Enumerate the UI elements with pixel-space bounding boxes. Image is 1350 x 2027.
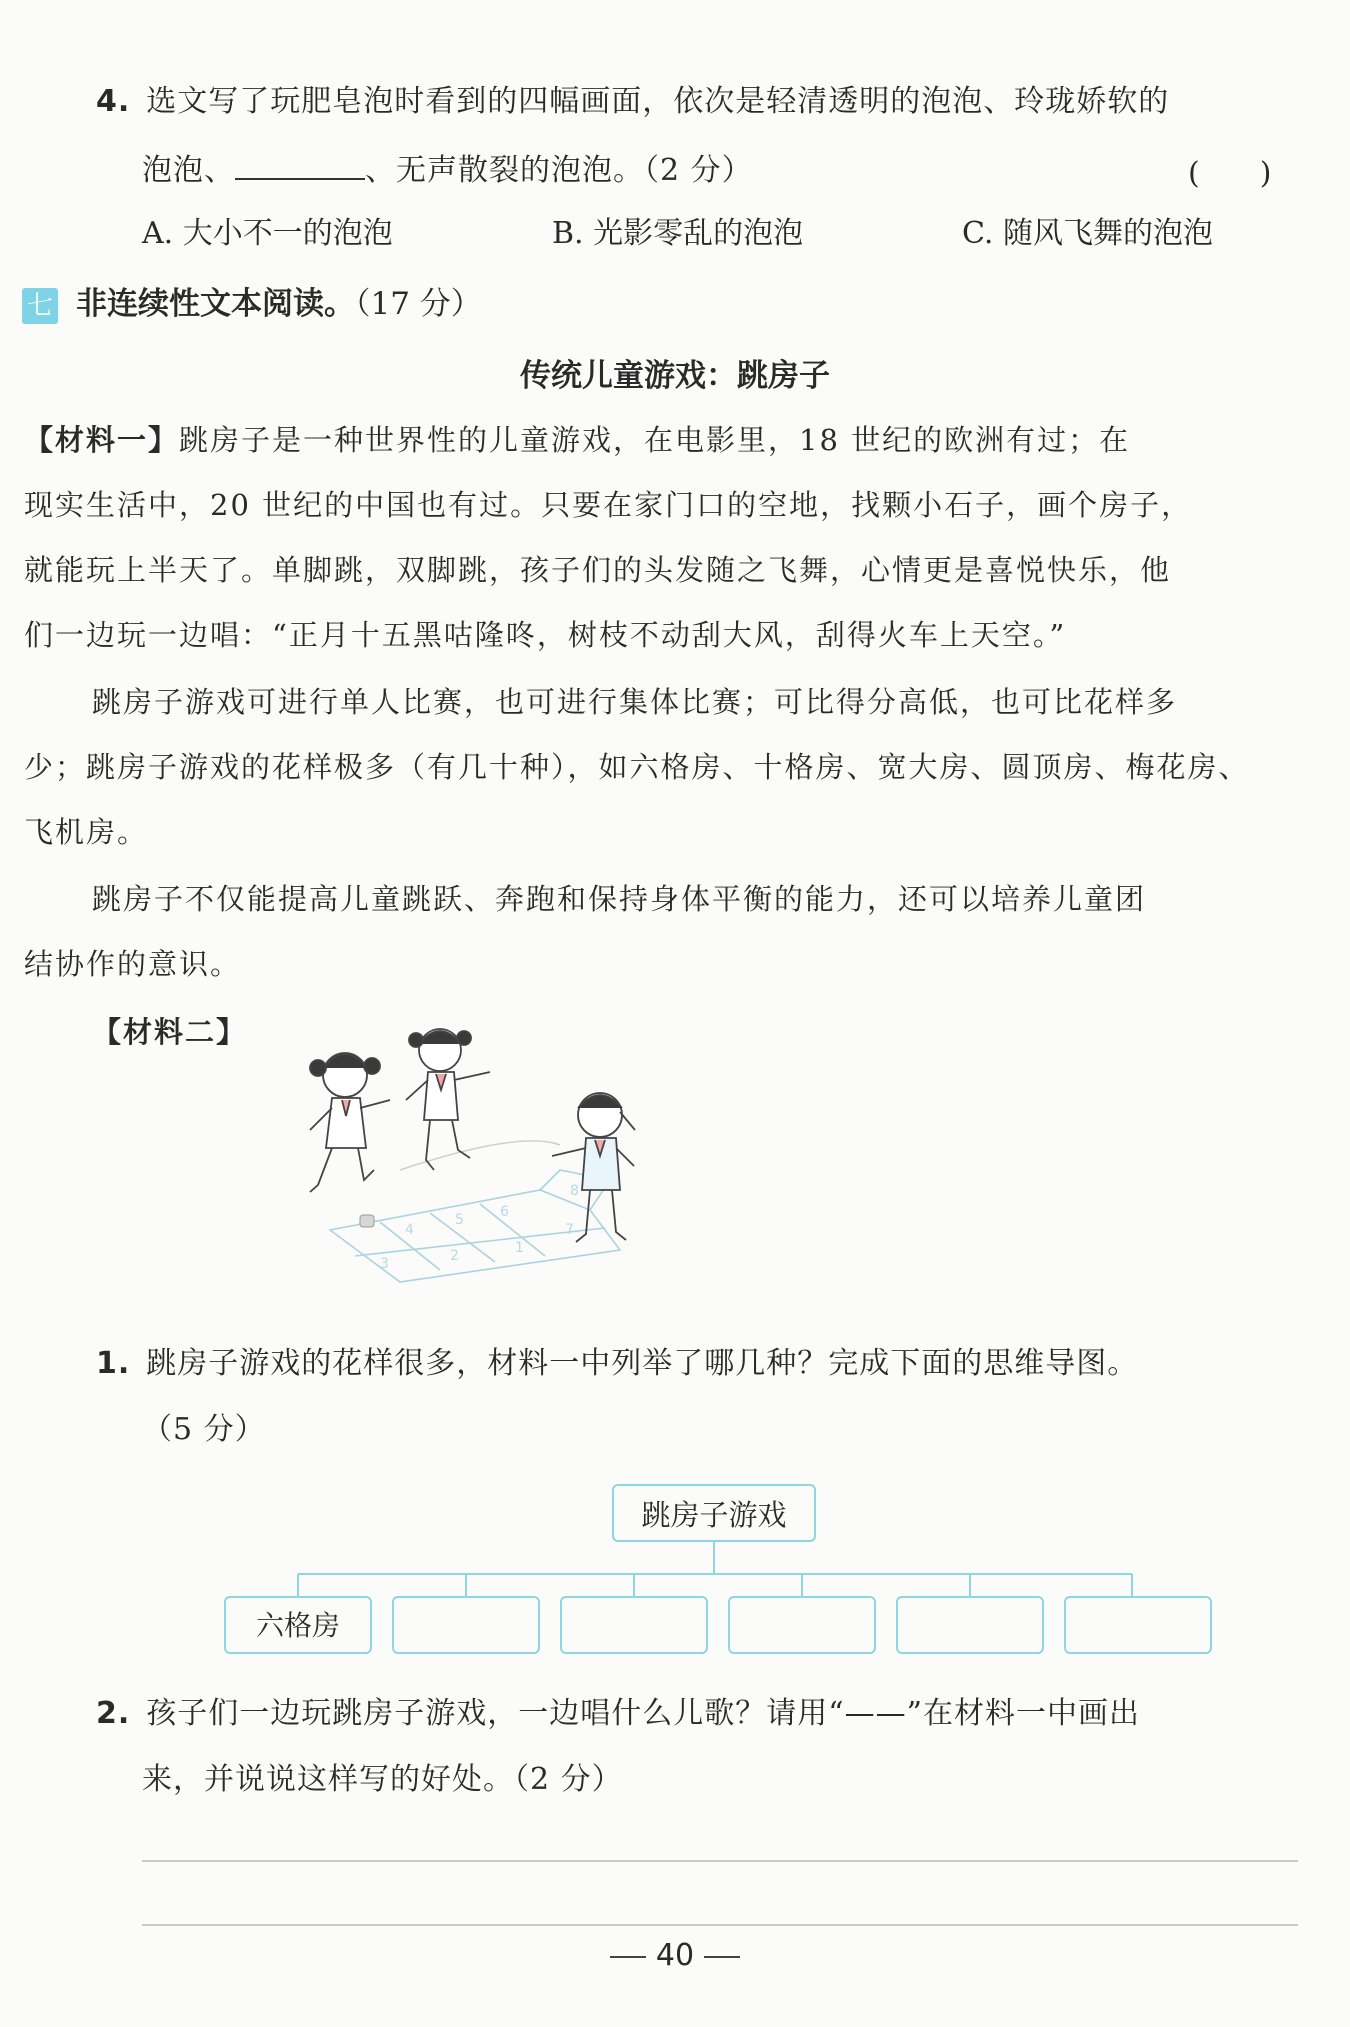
- q2-answer-line-1[interactable]: [142, 1860, 1298, 1862]
- p1-line1-text: 跳房子是一种世界性的儿童游戏，在电影里，18 世纪的欧洲有过；在: [179, 423, 1131, 457]
- q4-option-c[interactable]: C. 随风飞舞的泡泡: [962, 216, 1213, 251]
- material1-label: 【材料一】: [24, 423, 180, 457]
- q1-number: 1.: [96, 1346, 131, 1381]
- mindmap-child-5-blank[interactable]: [896, 1596, 1044, 1654]
- mindmap-child-4-blank[interactable]: [728, 1596, 876, 1654]
- hop-num-5: 5: [455, 1212, 464, 1228]
- p2-line1: 跳房子游戏可进行单人比赛，也可进行集体比赛；可比得分高低，也可比花样多: [92, 685, 1178, 719]
- q4-line2: [142, 148, 753, 191]
- p1-line3: 就能玩上半天了。单脚跳，双脚跳，孩子们的头发随之飞舞，心情更是喜悦快乐，他: [24, 553, 1172, 587]
- mindmap-child-1: 六格房: [224, 1596, 372, 1654]
- section-score: （17 分）: [355, 286, 482, 322]
- article-title: 传统儿童游戏：跳房子: [520, 358, 830, 394]
- q2-line2: 来，并说说这样写的好处。（2 分）: [142, 1762, 623, 1797]
- p1-line4: 们一边玩一边唱：“正月十五黑咕隆咚，树枝不动刮大风，刮得火车上天空。”: [24, 618, 1067, 652]
- girl-right-figure: [552, 1093, 635, 1242]
- p3-line2: 结协作的意识。: [24, 947, 242, 981]
- q2-number: 2.: [96, 1696, 131, 1731]
- girl-middle-figure: [406, 1029, 490, 1170]
- mindmap-child-6-blank[interactable]: [1064, 1596, 1212, 1654]
- p1-line2: 现实生活中，20 世纪的中国也有过。只要在家门口的空地，找颗小石子，画个房子，: [24, 488, 1193, 522]
- material2-label: 【材料二】: [92, 1015, 248, 1049]
- q1-text-line1: 跳房子游戏的花样很多，材料一中列举了哪几种？完成下面的思维导图。: [146, 1346, 1139, 1381]
- hop-num-1: 1: [515, 1240, 524, 1256]
- material1-line1: [24, 420, 1130, 460]
- girl-left-figure: [310, 1053, 390, 1192]
- hop-num-4: 4: [405, 1222, 414, 1238]
- hop-num-2: 2: [450, 1248, 459, 1264]
- page-number-dash-left: [610, 1956, 646, 1958]
- section-title: [76, 284, 482, 324]
- q4-option-a[interactable]: A. 大小不一的泡泡: [142, 216, 393, 251]
- page-number: [0, 1936, 1350, 1976]
- stone-arc: [400, 1141, 560, 1170]
- q2-text-line1: 孩子们一边玩跳房子游戏，一边唱什么儿歌？请用“——”在材料一中画出: [146, 1696, 1140, 1731]
- page-number-dash-right: [704, 1956, 740, 1958]
- q4-text-after-blank: 、无声散裂的泡泡。（2 分）: [365, 153, 753, 188]
- hop-num-8: 8: [570, 1183, 579, 1199]
- page-number-text: 40: [655, 1938, 695, 1973]
- hop-num-3: 3: [380, 1256, 389, 1272]
- section-number-badge: 七: [22, 288, 58, 324]
- q2-answer-line-2[interactable]: [142, 1924, 1298, 1926]
- q1-score: （5 分）: [142, 1412, 266, 1447]
- material2-line: [92, 1012, 247, 1052]
- p2-line3: 飞机房。: [24, 815, 149, 849]
- q4-answer-paren[interactable]: ( ): [1188, 156, 1272, 191]
- mindmap-child-3-blank[interactable]: [560, 1596, 708, 1654]
- hop-num-7: 7: [565, 1222, 574, 1238]
- mindmap-child-2-blank[interactable]: [392, 1596, 540, 1654]
- hopscotch-illustration: [290, 1020, 690, 1290]
- stone-icon: [360, 1215, 374, 1227]
- q4-option-b[interactable]: B. 光影零乱的泡泡: [552, 216, 804, 251]
- q4-text-before-blank: 泡泡、: [142, 153, 235, 188]
- p3-line1: 跳房子不仅能提高儿童跳跃、奔跑和保持身体平衡的能力，还可以培养儿童团: [92, 882, 1147, 916]
- q2-line1: [96, 1694, 1140, 1734]
- q4-answer-blank[interactable]: [235, 148, 365, 180]
- q4-number: 4.: [96, 84, 131, 119]
- p2-line2: 少；跳房子游戏的花样极多（有几十种），如六格房、十格房、宽大房、圆顶房、梅花房、: [24, 750, 1250, 784]
- q4-line1: [96, 82, 1169, 122]
- section-title-text: 非连续性文本阅读。: [76, 286, 355, 322]
- q1-line1: [96, 1344, 1138, 1384]
- q4-text-line1: 选文写了玩肥皂泡时看到的四幅画面，依次是轻清透明的泡泡、玲珑娇软的: [146, 84, 1170, 119]
- mindmap-root: 跳房子游戏: [612, 1484, 816, 1542]
- hop-num-6: 6: [500, 1204, 509, 1220]
